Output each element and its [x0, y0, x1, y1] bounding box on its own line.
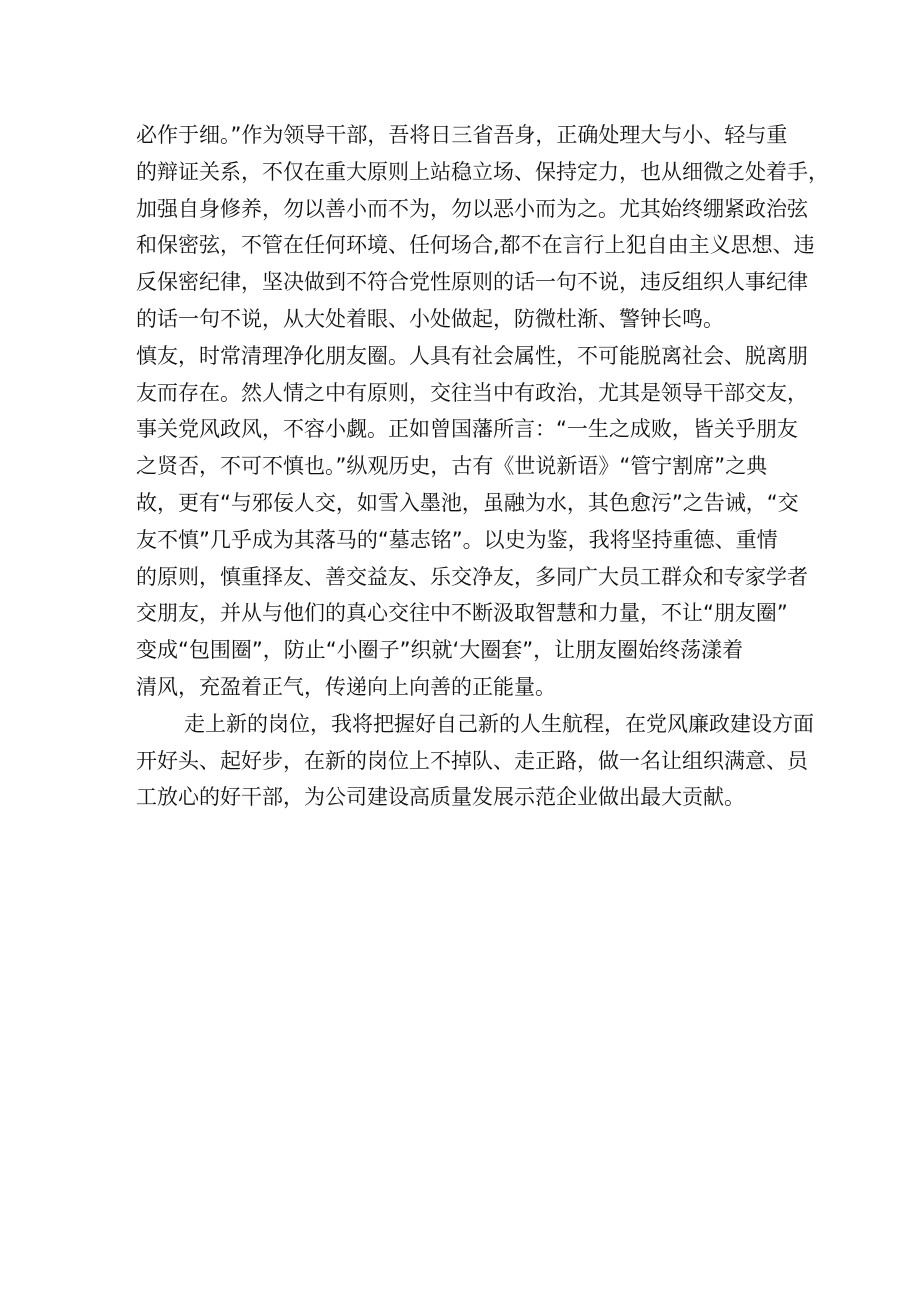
- text-line: 和保密弦，不管在任何环境、任何场合,都不在言行上犯自由主义思想、违: [136, 233, 815, 258]
- paragraph-friends: [136, 338, 808, 706]
- text-line: 的话一句不说，从大处着眼、小处做起，防微杜渐、警钟长鸣。: [136, 306, 724, 331]
- text-line: 友而存在。然人情之中有原则，交往当中有政治，尤其是领导干部交友，: [136, 380, 808, 405]
- text-line: 慎友，时常清理净化朋友圈。人具有社会属性，不可能脱离社会、脱离朋: [136, 343, 808, 368]
- text-line: 加强自身修养，勿以善小而不为，勿以恶小而为之。尤其始终绷紧政治弦: [136, 196, 808, 221]
- document-body: [136, 117, 829, 816]
- text-line: 的辩证关系，不仅在重大原则上站稳立场、保持定力，也从细微之处着手，: [136, 159, 829, 184]
- text-line: 变成“包围圈”，防止“小圈子”织就‘大圈套”，让朋友圈始终荡漾着: [136, 638, 744, 663]
- text-line: 走上新的岗位，我将把握好自己新的人生航程，在党风廉政建设方面: [184, 711, 814, 736]
- text-line: 交朋友，并从与他们的真心交往中不断汲取智慧和力量，不让“朋友圈”: [136, 601, 788, 626]
- text-line: 事关党风政风，不容小觑。正如曾国藩所言：“一生之成败，皆关乎朋友: [136, 417, 798, 442]
- text-line: 工放心的好干部，为公司建设高质量发展示范企业做出最大贡献。: [136, 785, 745, 810]
- paragraph-conclusion: [136, 706, 814, 816]
- text-line: 反保密纪律，坚决做到不符合党性原则的话一句不说，违反组织人事纪律: [136, 270, 808, 295]
- text-line: 的原则，慎重择友、善交益友、乐交净友，多同广大员工群众和专家学者: [136, 564, 808, 589]
- text-line: 必作于细。”作为领导干部，吾将日三省吾身，正确处理大与小、轻与重: [136, 123, 788, 147]
- paragraph-discipline: [136, 117, 829, 338]
- text-line: 开好头、起好步，在新的岗位上不掉队、走正路，做一名让组织满意、员: [136, 748, 808, 773]
- text-line: 之贤否，不可不慎也。”纵观历史，古有《世说新语》“管宁割席”之典: [136, 454, 768, 479]
- text-line: 清风，充盈着正气，传递向上向善的正能量。: [136, 674, 556, 699]
- text-line: 故，更有“与邪佞人交，如雪入墨池，虽融为水，其色愈污”之告诫，“交: [136, 490, 799, 515]
- text-line: 友不慎”几乎成为其落马的“墓志铭”。以史为鉴，我将坚持重德、重情: [136, 527, 778, 552]
